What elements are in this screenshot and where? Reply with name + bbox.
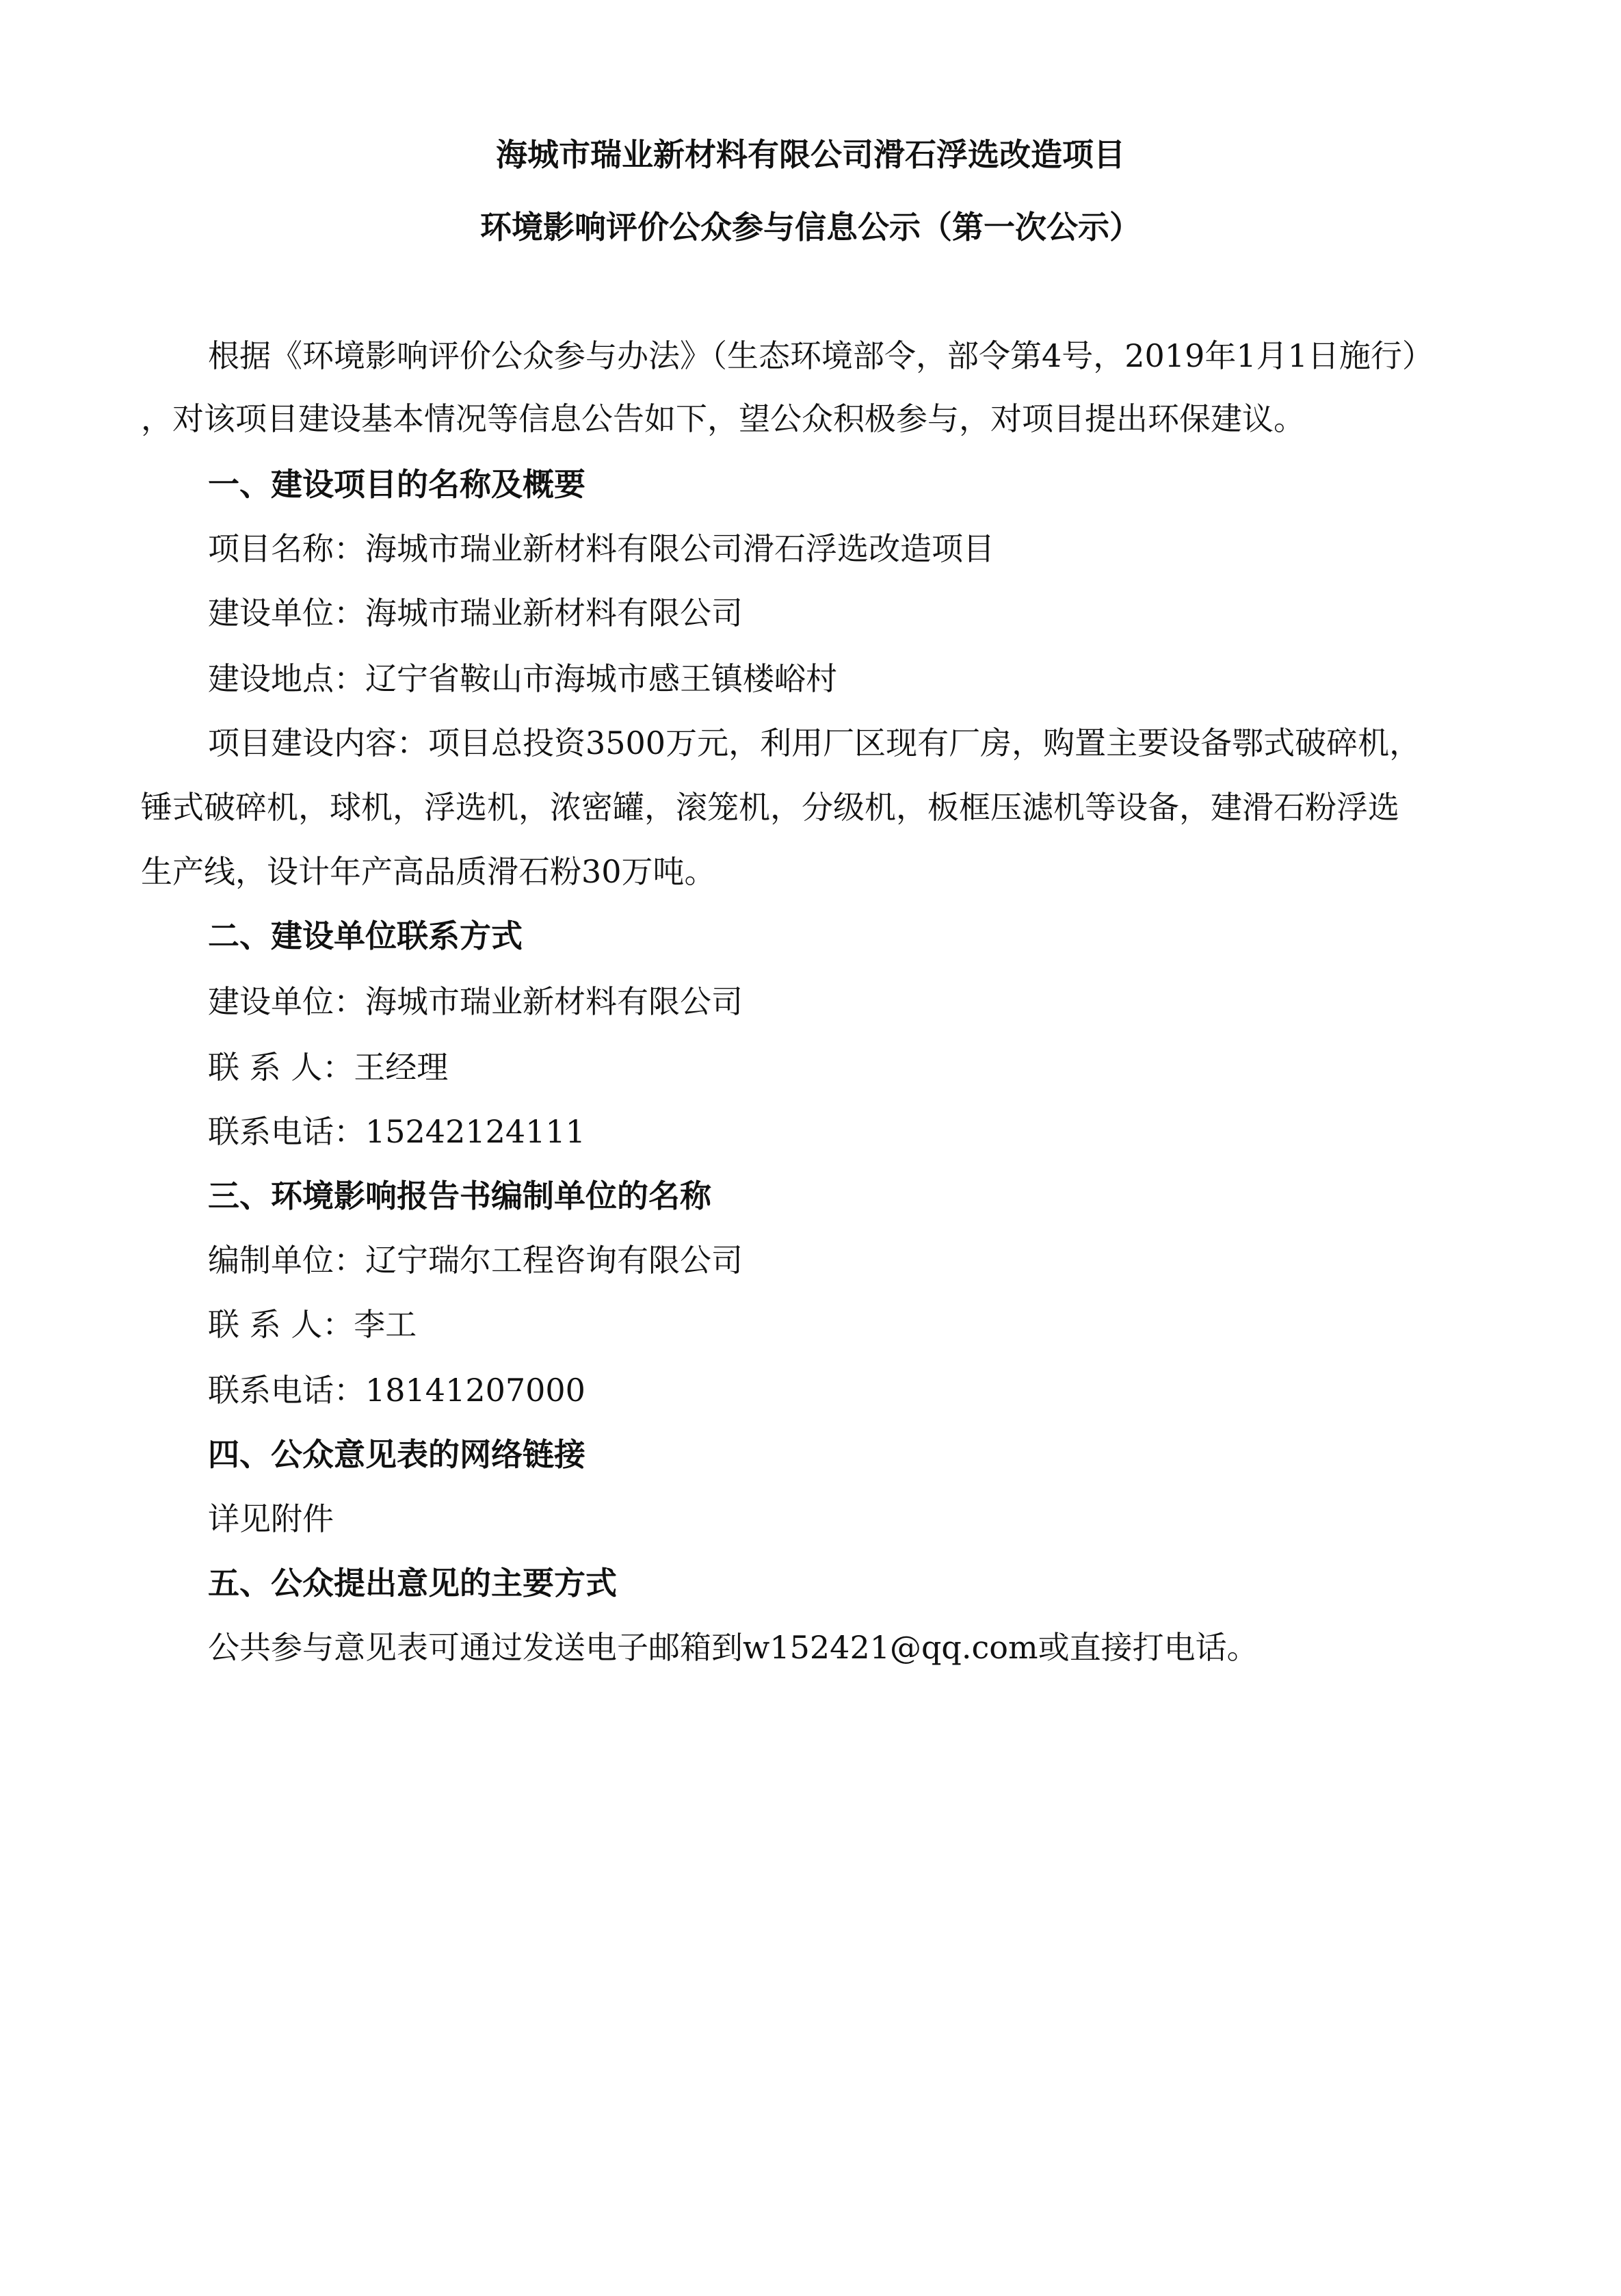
section-4-heading: 四、公众意见表的网络链接 xyxy=(208,1436,585,1473)
report-person-label: 联 系 人： xyxy=(208,1306,354,1343)
project-content-line-3: 生产线，设计年产高品质滑石粉30万吨。 xyxy=(141,853,716,890)
builder-phone-value: 15242124111 xyxy=(365,1113,585,1150)
section-1-heading: 一、建设项目的名称及概要 xyxy=(208,466,585,503)
report-person-value: 李工 xyxy=(354,1306,417,1343)
project-name-row xyxy=(208,528,994,569)
project-name-value: 海城市瑞业新材料有限公司滑石浮选改造项目 xyxy=(365,530,994,567)
section-4-text: 详见附件 xyxy=(208,1500,334,1537)
report-person-row xyxy=(208,1304,417,1345)
report-unit-row xyxy=(208,1240,743,1281)
section-2-heading: 二、建设单位联系方式 xyxy=(208,917,523,954)
builder-person-label: 联 系 人： xyxy=(208,1049,354,1086)
report-unit-value: 辽宁瑞尔工程咨询有限公司 xyxy=(365,1242,743,1279)
project-name-label: 项目名称： xyxy=(208,530,365,567)
location-value: 辽宁省鞍山市海城市感王镇楼峪村 xyxy=(365,660,837,697)
builder-row xyxy=(208,592,743,634)
intro-paragraph-line-2: ，对该项目建设基本情况等信息公告如下，望公众积极参与，对项目提出环保建议。 xyxy=(141,400,1305,437)
section-5-heading: 五、公众提出意见的主要方式 xyxy=(208,1565,617,1602)
report-phone-value: 18141207000 xyxy=(365,1372,585,1409)
section-5-text: 公共参与意见表可通过发送电子邮箱到w152421@qq.com或直接打电话。 xyxy=(208,1629,1258,1666)
document-title-line-2: 环境影响评价公众参与信息公示（第一次公示） xyxy=(480,209,1141,246)
builder-person-value: 王经理 xyxy=(354,1049,449,1086)
builder-contact-row xyxy=(208,981,743,1022)
builder-phone-label: 联系电话： xyxy=(208,1113,365,1150)
builder-person-row xyxy=(208,1047,448,1088)
project-content-line-2: 锤式破碎机，球机，浮选机，浓密罐，滚笼机，分级机，板框压滤机等设备，建滑石粉浮选 xyxy=(141,789,1399,826)
builder-label: 建设单位： xyxy=(208,595,365,631)
intro-paragraph-line-1: 根据《环境影响评价公众参与办法》（生态环境部令，部令第4号，2019年1月1日施行） xyxy=(208,337,1434,374)
document-title-line-1: 海城市瑞业新材料有限公司滑石浮选改造项目 xyxy=(496,136,1125,173)
builder-contact-value: 海城市瑞业新材料有限公司 xyxy=(365,983,743,1020)
location-row xyxy=(208,658,837,699)
project-content-line-1: 项目建设内容：项目总投资3500万元，利用厂区现有厂房，购置主要设备鄂式破碎机， xyxy=(208,725,1421,761)
builder-contact-label: 建设单位： xyxy=(208,983,365,1020)
report-phone-label: 联系电话： xyxy=(208,1372,365,1409)
report-unit-label: 编制单位： xyxy=(208,1242,365,1279)
section-3-heading: 三、环境影响报告书编制单位的名称 xyxy=(208,1177,711,1214)
report-phone-row xyxy=(208,1370,585,1411)
location-label: 建设地点： xyxy=(208,660,365,697)
builder-value: 海城市瑞业新材料有限公司 xyxy=(365,595,743,631)
builder-phone-row xyxy=(208,1111,585,1152)
